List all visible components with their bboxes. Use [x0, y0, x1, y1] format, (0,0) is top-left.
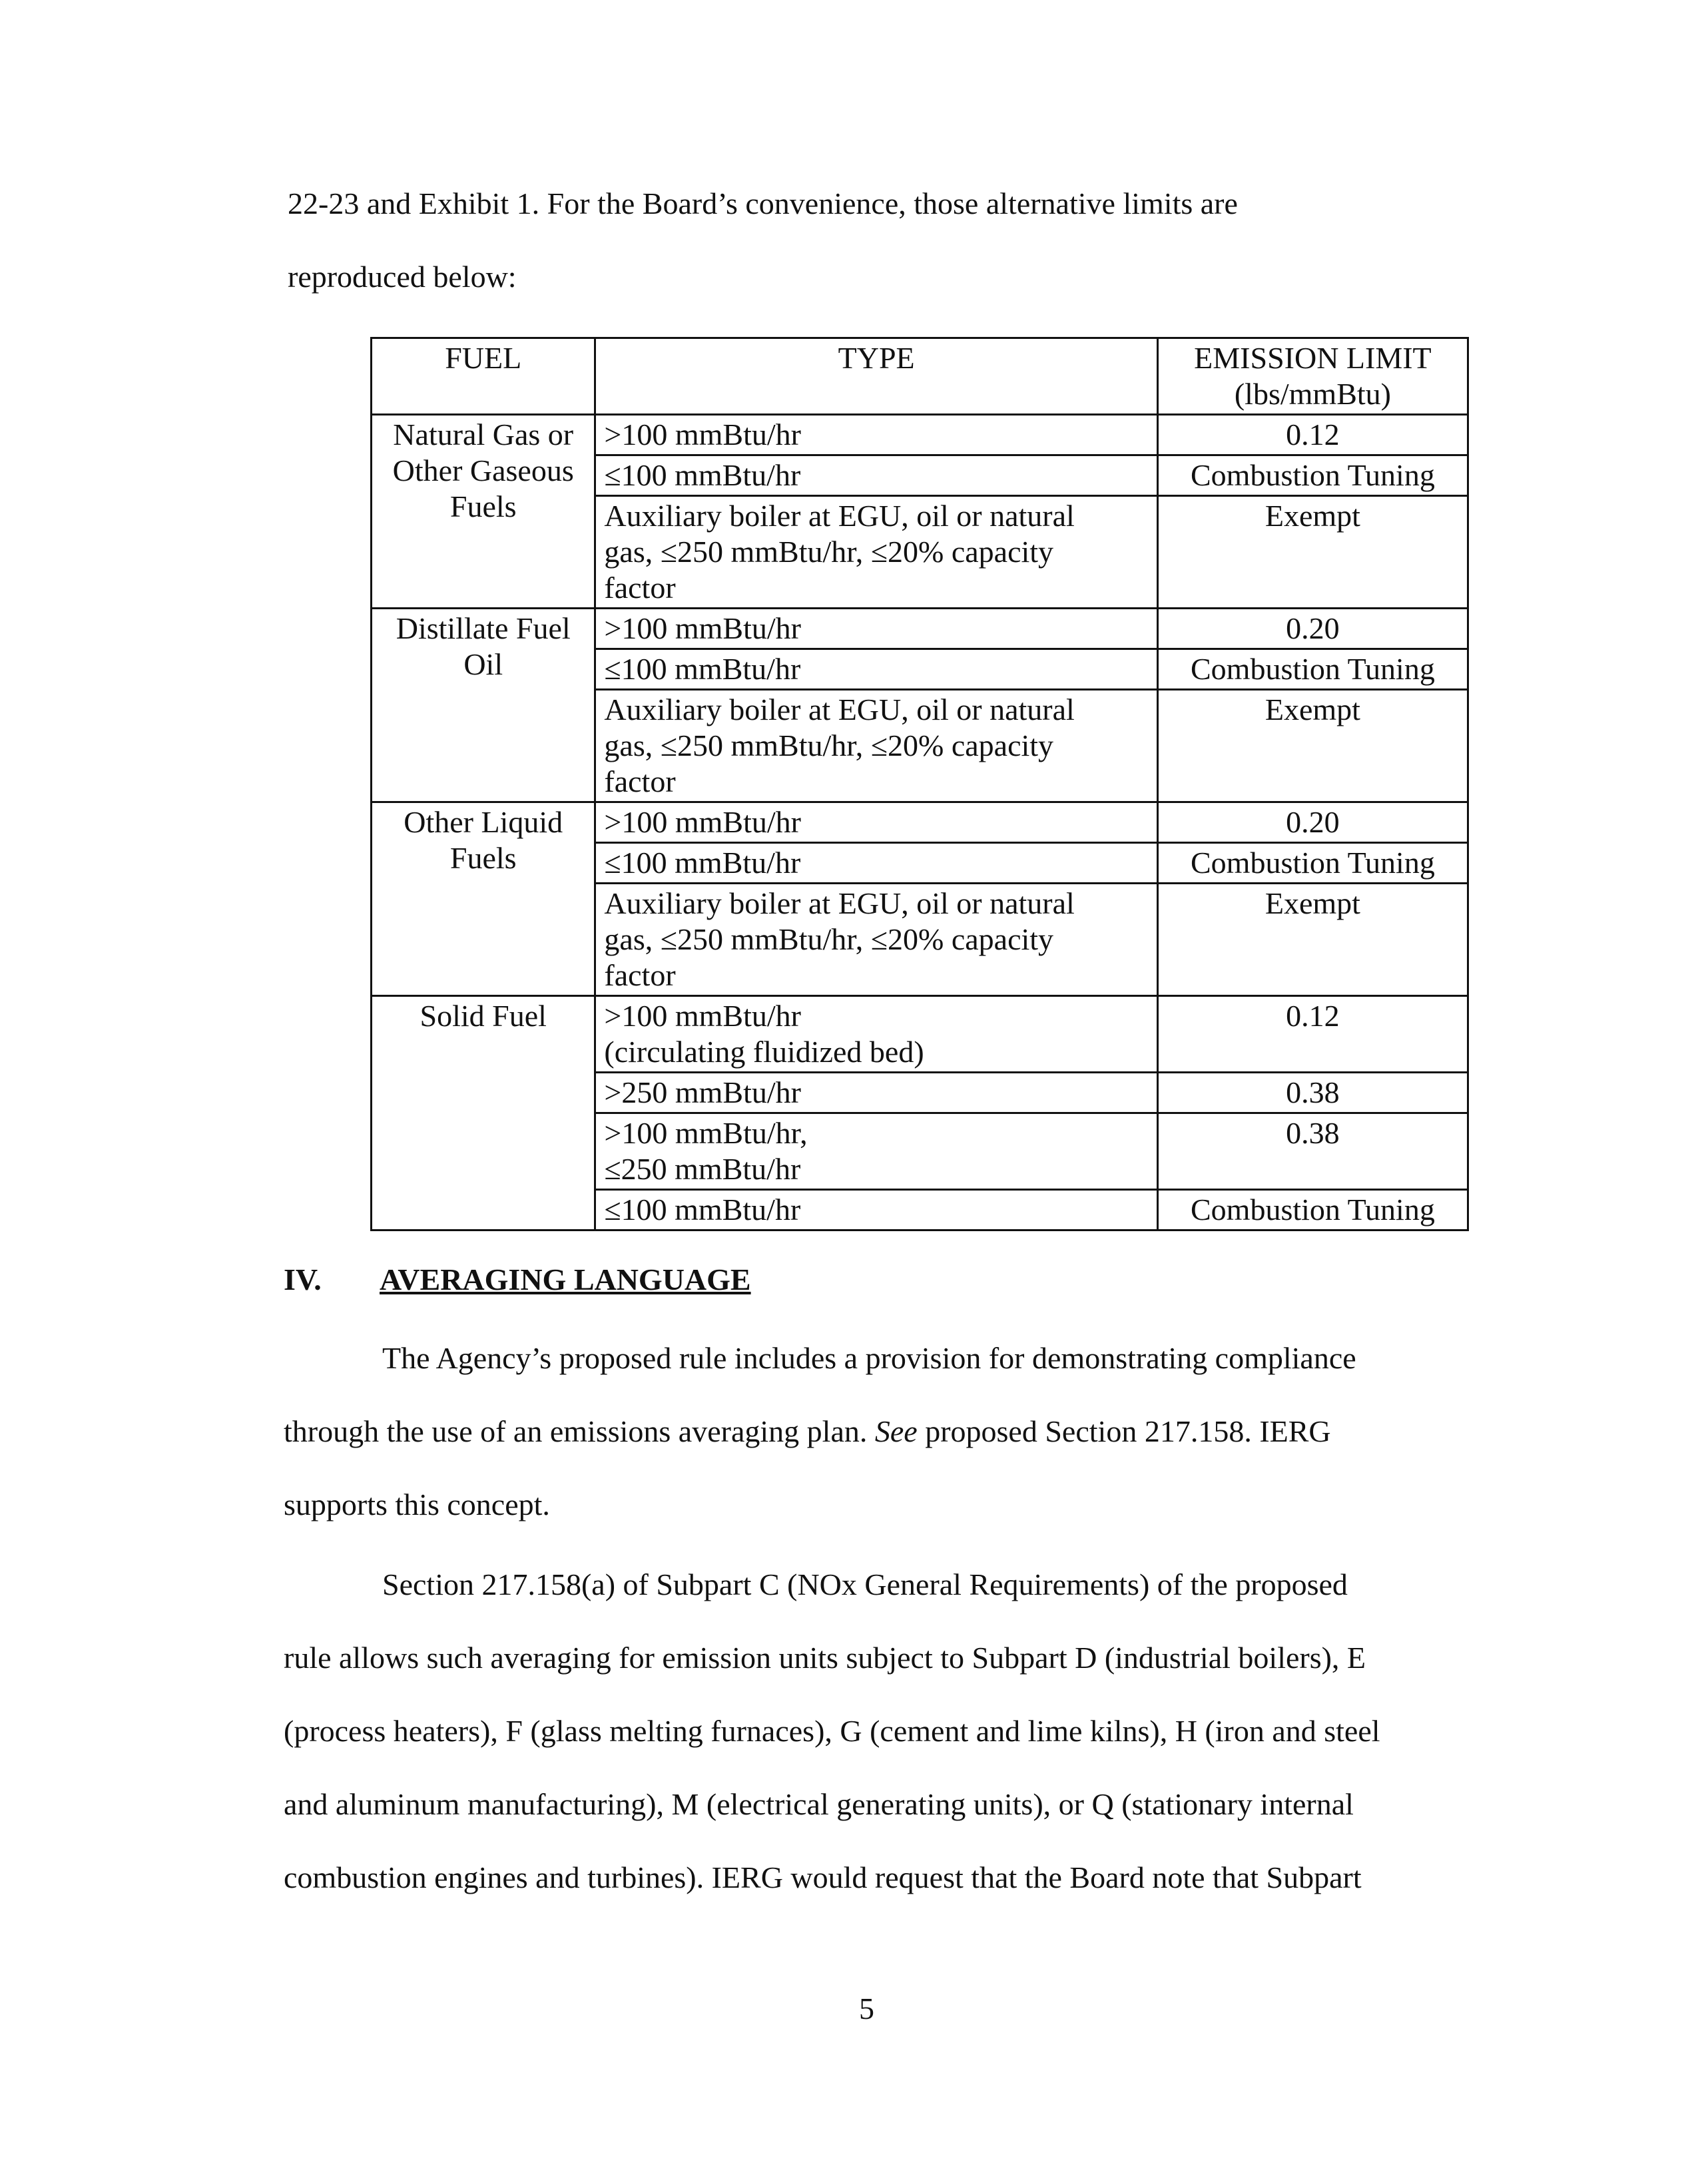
header-type: TYPE — [595, 338, 1157, 415]
para1-line-2 — [284, 1413, 1331, 1450]
table-row — [372, 415, 1468, 455]
limit-cell: 0.38 — [1157, 1073, 1468, 1113]
fuel-cell — [372, 415, 595, 609]
limit-cell: 0.38 — [1157, 1113, 1468, 1190]
limit-cell: 0.12 — [1157, 996, 1468, 1073]
para2-line-2: rule allows such averaging for emission units subject to Subpart D (industrial boilers), E — [284, 1641, 1366, 1675]
header-fuel: FUEL — [372, 338, 595, 415]
type-cell: ≤100 mmBtu/hr — [595, 649, 1157, 690]
type-line: gas, ≤250 mmBtu/hr, ≤20% capacity — [604, 535, 1054, 569]
header-limit-line-1: EMISSION LIMIT — [1194, 341, 1432, 375]
type-cell — [595, 996, 1157, 1073]
section-number: IV. — [284, 1262, 322, 1296]
para1-line-3: supports this concept. — [284, 1488, 550, 1521]
table-row — [372, 996, 1468, 1073]
limit-cell: Combustion Tuning — [1157, 649, 1468, 690]
limit-cell: Combustion Tuning — [1157, 1190, 1468, 1230]
fuel-line: Distillate Fuel — [396, 611, 571, 645]
type-cell — [595, 884, 1157, 996]
fuel-cell — [372, 609, 595, 802]
limit-cell: 0.20 — [1157, 609, 1468, 649]
type-cell: ≤100 mmBtu/hr — [595, 843, 1157, 884]
fuel-cell — [372, 802, 595, 996]
type-cell: ≤100 mmBtu/hr — [595, 455, 1157, 496]
para2-line-4: and aluminum manufacturing), M (electrical generating units), or Q (stationary internal — [284, 1787, 1354, 1821]
type-line: >100 mmBtu/hr — [604, 999, 801, 1033]
type-line: gas, ≤250 mmBtu/hr, ≤20% capacity — [604, 922, 1054, 956]
type-line: factor — [604, 571, 676, 605]
fuel-line: Other Gaseous — [392, 453, 574, 487]
table-row — [372, 609, 1468, 649]
para2-line-5: combustion engines and turbines). IERG would request that the Board note that Subpart — [284, 1860, 1362, 1894]
para2-line-3: (process heaters), F (glass melting furnaces), G (cement and lime kilns), H (iron and steel — [284, 1714, 1380, 1748]
table-row — [372, 802, 1468, 843]
fuel-line: Fuels — [449, 489, 517, 523]
fuel-line: Solid Fuel — [420, 999, 547, 1033]
type-line: gas, ≤250 mmBtu/hr, ≤20% capacity — [604, 728, 1054, 762]
para1-text: through the use of an emissions averaging plan. — [284, 1414, 875, 1448]
limit-cell: Combustion Tuning — [1157, 843, 1468, 884]
fuel-line: Fuels — [449, 841, 517, 875]
type-cell: >100 mmBtu/hr — [595, 415, 1157, 455]
header-emission-limit — [1157, 338, 1468, 415]
type-line: Auxiliary boiler at EGU, oil or natural — [604, 886, 1075, 920]
limit-cell: Combustion Tuning — [1157, 455, 1468, 496]
limit-cell: Exempt — [1157, 690, 1468, 802]
type-line: Auxiliary boiler at EGU, oil or natural — [604, 499, 1075, 533]
intro-line-1: 22-23 and Exhibit 1. For the Board’s convenience, those alternative limits are — [288, 186, 1238, 220]
para1-line-1: The Agency’s proposed rule includes a provision for demonstrating compliance — [382, 1341, 1356, 1375]
limit-cell: Exempt — [1157, 884, 1468, 996]
fuel-line: Oil — [463, 647, 503, 681]
type-line: ≤250 mmBtu/hr — [604, 1152, 801, 1186]
para1-text: proposed Section 217.158. IERG — [917, 1414, 1331, 1448]
see-citation-signal: See — [874, 1414, 918, 1448]
type-cell: >100 mmBtu/hr — [595, 802, 1157, 843]
fuel-line: Natural Gas or — [393, 417, 574, 451]
section-title: AVERAGING LANGUAGE — [380, 1262, 751, 1296]
fuel-cell — [372, 996, 595, 1230]
type-cell: ≤100 mmBtu/hr — [595, 1190, 1157, 1230]
type-line: >100 mmBtu/hr, — [604, 1116, 808, 1150]
intro-line-2: reproduced below: — [288, 260, 517, 294]
type-cell — [595, 1113, 1157, 1190]
limit-cell: 0.12 — [1157, 415, 1468, 455]
page-number: 5 — [859, 1992, 874, 2026]
limit-cell: 0.20 — [1157, 802, 1468, 843]
type-cell: >100 mmBtu/hr — [595, 609, 1157, 649]
header-limit-line-2: (lbs/mmBtu) — [1234, 377, 1391, 411]
type-line: Auxiliary boiler at EGU, oil or natural — [604, 692, 1075, 726]
fuel-line: Other Liquid — [404, 805, 563, 839]
type-cell — [595, 496, 1157, 609]
table-header-row — [372, 338, 1468, 415]
emission-limits-table — [370, 337, 1469, 1231]
type-cell: >250 mmBtu/hr — [595, 1073, 1157, 1113]
type-line: factor — [604, 958, 676, 992]
para2-line-1: Section 217.158(a) of Subpart C (NOx General Requirements) of the proposed — [382, 1567, 1348, 1601]
type-line: factor — [604, 764, 676, 798]
type-cell — [595, 690, 1157, 802]
limit-cell: Exempt — [1157, 496, 1468, 609]
type-line: (circulating fluidized bed) — [604, 1035, 924, 1069]
